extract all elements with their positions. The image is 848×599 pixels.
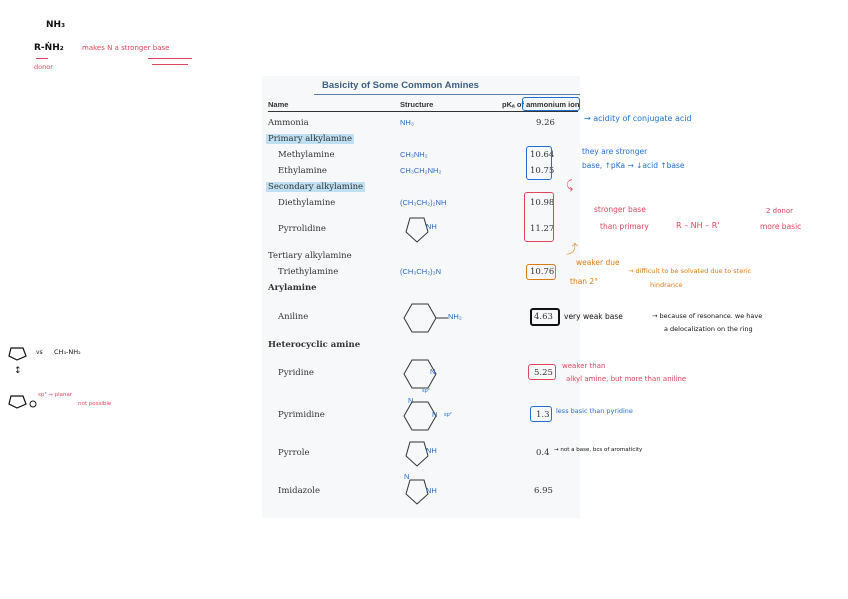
arylamine-label: Arylamine	[268, 283, 317, 293]
diethylamine-structure: (CH₃CH₂)₂NH	[400, 198, 447, 207]
imidazole-name: Imidazole	[278, 486, 320, 496]
secondary-alkylamine-label: Secondary alkylamine	[268, 182, 364, 192]
amine-basicity-table	[262, 76, 580, 518]
aniline-annotation-2: → because of resonance. we have	[652, 312, 763, 320]
tertiary-annotation-1: weaker due	[576, 258, 620, 267]
aniline-annotation-1: very weak base	[564, 312, 623, 321]
not-possible-note: not possible	[78, 401, 112, 407]
pyrimidine-pka-box	[530, 406, 552, 422]
pka-header-box	[522, 97, 580, 111]
diethylamine-pka: 10.98	[530, 198, 555, 208]
methylamine-name: Methylamine	[278, 150, 335, 160]
pyrrole-pka: 0.4	[536, 448, 550, 458]
aniline-structure: NH₂	[448, 312, 462, 321]
pyrimidine-name: Pyrimidine	[278, 410, 325, 420]
ethylamine-pka: 10.75	[530, 166, 555, 176]
steric-annotation-2: hindrance	[650, 281, 683, 289]
donor-note: donor	[34, 63, 53, 71]
tertiary-pka-box	[526, 264, 556, 280]
r-nh2-note: R-ṄH₂	[34, 43, 64, 53]
primary-pka-box	[526, 146, 555, 180]
cyclic-amine-sketch	[6, 344, 30, 362]
ammonia-structure: NH₃	[400, 118, 414, 127]
pyrrole-annotation: → not a base, bcs of aromaticity	[554, 447, 643, 453]
vertical-arrow: ↕	[14, 366, 22, 376]
ch3nh2-note: CH₃-NH₂	[54, 348, 81, 356]
column-header-name: Name	[268, 100, 289, 109]
pyrimidine-structure-n1: N	[408, 396, 414, 405]
steric-annotation-1: → difficult to be solvated due to steric	[628, 267, 752, 275]
stronger-annotation-1: they are stronger	[582, 147, 648, 156]
stronger-annotation-2: base, ↑pKa → ↓acid ↑base	[582, 161, 685, 170]
triethylamine-pka: 10.76	[530, 267, 555, 277]
donor-arrow	[36, 58, 48, 59]
pyridine-pka: 5.25	[534, 368, 553, 378]
tertiary-annotation-2: than 2°	[570, 277, 598, 286]
pyrrolidine-structure: NH	[426, 222, 437, 231]
pyrrole-structure: NH	[426, 446, 437, 455]
pyridine-annotation-1: weaker than	[562, 362, 606, 370]
heterocyclic-amine-label: Heterocyclic amine	[268, 340, 361, 350]
column-header-pka: pKₐ of ammonium ion	[502, 100, 580, 109]
diethylamine-name: Diethylamine	[278, 198, 336, 208]
pyridine-pka-box	[528, 364, 556, 380]
aniline-pka: 4.63	[534, 312, 553, 322]
pyrimidine-pka: 1.3	[536, 410, 550, 420]
imidazole-structure-nh: NH	[426, 486, 437, 495]
makes-stronger-note: makes N a stronger base	[82, 44, 170, 52]
imidazole-pka: 6.95	[534, 486, 553, 496]
pyrrole-name: Pyrrole	[278, 448, 310, 458]
acidity-annotation: → acidity of conjugate acid	[584, 114, 692, 123]
more-basic-annotation: more basic	[760, 222, 802, 231]
planar-amine-sketch	[6, 392, 38, 412]
header-rule	[268, 111, 578, 112]
tertiary-alkylamine-label: Tertiary alkylamine	[268, 251, 352, 261]
ethylamine-structure: CH₃CH₂NH₂	[400, 166, 442, 175]
aniline-benzene-ring	[398, 298, 450, 338]
aniline-name: Aniline	[278, 312, 309, 322]
stronger-underline-2	[152, 64, 188, 65]
nh3-note: NH₃	[46, 20, 66, 30]
stronger-underline	[148, 58, 192, 59]
pyrimidine-sp2-note-a: sp²	[422, 388, 430, 394]
imidazole-structure-n: N	[404, 472, 410, 481]
ethylamine-name: Ethylamine	[278, 166, 327, 176]
triethylamine-name: Triethylamine	[278, 267, 339, 277]
pyrrolidine-pka: 11.27	[530, 224, 555, 234]
pyridine-structure: N	[430, 367, 436, 376]
secondary-pka-box	[524, 192, 554, 242]
r-nh-r-annotation: R – NH – R'	[676, 221, 720, 230]
vs-note: vs	[36, 349, 43, 356]
methylamine-structure: CH₃NH₂	[400, 150, 428, 159]
sp-planar-note: sp³ → planar	[38, 392, 73, 398]
pyrimidine-sp2-note-b: sp²	[444, 412, 452, 418]
primary-alkylamine-label: Primary alkylamine	[268, 134, 353, 144]
donor-annotation: 2 donor	[766, 207, 794, 215]
pyrrolidine-name: Pyrrolidine	[278, 224, 326, 234]
aniline-annotation-3: a delocalization on the ring	[664, 325, 753, 333]
pyrimidine-structure-n2: N	[432, 410, 438, 419]
pyridine-annotation-2: alkyl amine, but more than aniline	[566, 375, 687, 383]
pyridine-name: Pyridine	[278, 368, 314, 378]
curved-arrow-up: ⤹	[566, 178, 574, 192]
ammonia-pka: 9.26	[536, 118, 555, 128]
table-title: Basicity of Some Common Amines	[322, 80, 479, 91]
pyrimidine-ring	[398, 394, 446, 436]
aniline-pka-box	[530, 308, 560, 326]
curved-arrow-orange: ⤴	[566, 242, 579, 256]
column-header-structure: Structure	[400, 100, 434, 109]
triethylamine-structure: (CH₃CH₂)₃N	[400, 267, 442, 276]
methylamine-pka: 10.64	[530, 150, 555, 160]
ammonia-name: Ammonia	[268, 118, 309, 128]
secondary-annotation-1: stronger base	[594, 205, 646, 214]
pyrimidine-annotation: less basic than pyridine	[556, 407, 633, 415]
secondary-annotation-2: than primary	[600, 222, 649, 231]
